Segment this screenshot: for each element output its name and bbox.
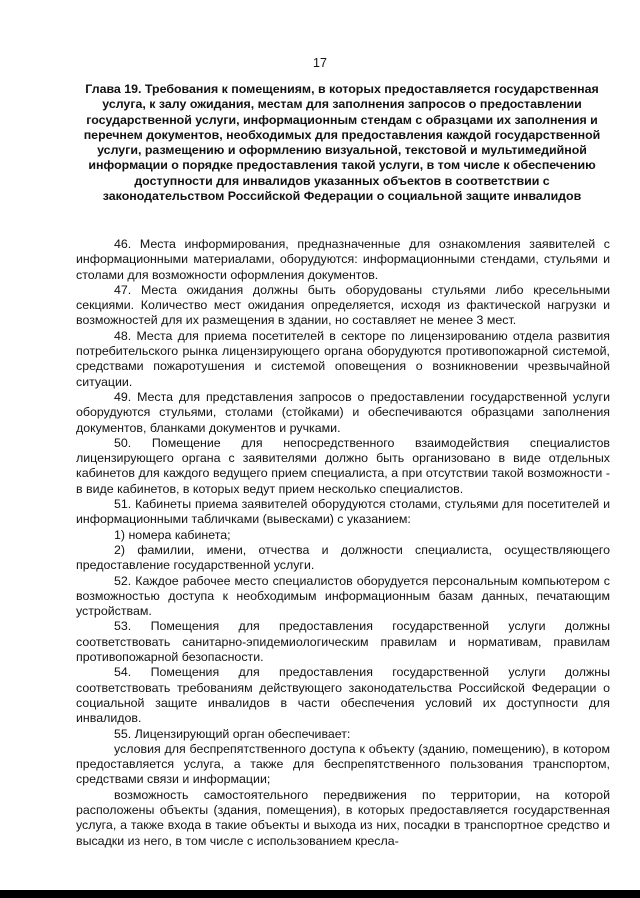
- chapter-title: Глава 19. Требования к помещениям, в которых предоставляется государственная услуга, к залу ожидания, местам для заполнения запросов о предоставлении государственной услуги, информационным стендам с образцами их заполнения и перечнем документов, необходимых для предоставления каждой государственной услуги, размещению и оформлению визуальной, текстовой и мультимедийной информации о порядке предоставления такой услуги, в том числе к обеспечению доступности для инвалидов указанных объектов в соответствии с законодательством Российской Федерации о социальной защите инвалидов: [83, 82, 601, 204]
- paragraph-51-item-2: 2) фамилии, имени, отчества и должности специалиста, осуществляющего предоставление государственной услуги.: [76, 542, 610, 573]
- body-text: [76, 237, 610, 849]
- paragraph-46: 46. Места информирования, предназначенные для ознакомления заявителей с информационными материалами, оборудуются: информационными стендами, стульями и столами для возможности оформления документов.: [76, 237, 610, 282]
- page-number: 17: [313, 56, 327, 70]
- paragraph-55: 55. Лицензирующий орган обеспечивает:: [114, 726, 351, 741]
- paragraph-51-item-1: 1) номера кабинета;: [114, 527, 231, 542]
- paragraph-52: 52. Каждое рабочее место специалистов оборудуется персональным компьютером с возможностью доступа к необходимым информационным базам данных, печатающим устройствам.: [76, 573, 610, 619]
- paragraph-51: 51. Кабинеты приема заявителей оборудуются столами, стульями для посетителей и информационными табличками (вывесками) с указанием:: [76, 497, 610, 527]
- paragraph-53: 53. Помещения для предоставления государственной услуги должны соответствовать санитарно-эпидемиологическим правилам и нормативам, правилам противопожарной безопасности.: [76, 619, 610, 665]
- paragraph-48: 48. Места для приема посетителей в секторе по лицензированию отдела развития потребительского рынка лицензирующего органа оборудуются противопожарной системой, средствами пожаротушения и системой оповещения о возникновении чрезвычайной ситуации.: [76, 328, 610, 389]
- paragraph-55-condition-1: условия для беспрепятственного доступа к объекту (зданию, помещению), в котором предоставляется услуга, а также для беспрепятственного пользования транспортом, средствами связи и информации;: [76, 741, 610, 787]
- paragraph-50: 50. Помещение для непосредственного взаимодействия специалистов лицензирующего органа с заявителями должно быть организовано в виде отдельных кабинетов для каждого ведущего прием специалиста, а при отсутствии такой возможности - в виде кабинетов, в которых ведут прием несколько специалистов.: [76, 435, 610, 496]
- scan-bottom-edge: [0, 890, 640, 898]
- paragraph-49: 49. Места для представления запросов о предоставлении государственной услуги оборудуются стульями, столами (стойками) и обеспечиваются образцами заполнения документов, бланками документов и ручками.: [76, 389, 610, 435]
- paragraph-55-condition-2: возможность самостоятельного передвижения по территории, на которой расположены объекты (здания, помещения), в которых предоставляется государственная услуга, а также входа в такие объекты и выхода из них, посадки в транспортное средство и высадки из него, в том числе с использованием кресла-: [76, 787, 610, 848]
- paragraph-47: 47. Места ожидания должны быть оборудованы стульями либо кресельными секциями. Количество мест ожидания определяется, исходя из фактической нагрузки и возможностей для их размещения в здании, но составляет не менее 3 мест.: [76, 282, 610, 328]
- paragraph-54: 54. Помещения для предоставления государственной услуги должны соответствовать требованиям действующего законодательства Российской Федерации о социальной защите инвалидов в части обеспечения условий их доступности для инвалидов.: [76, 665, 610, 726]
